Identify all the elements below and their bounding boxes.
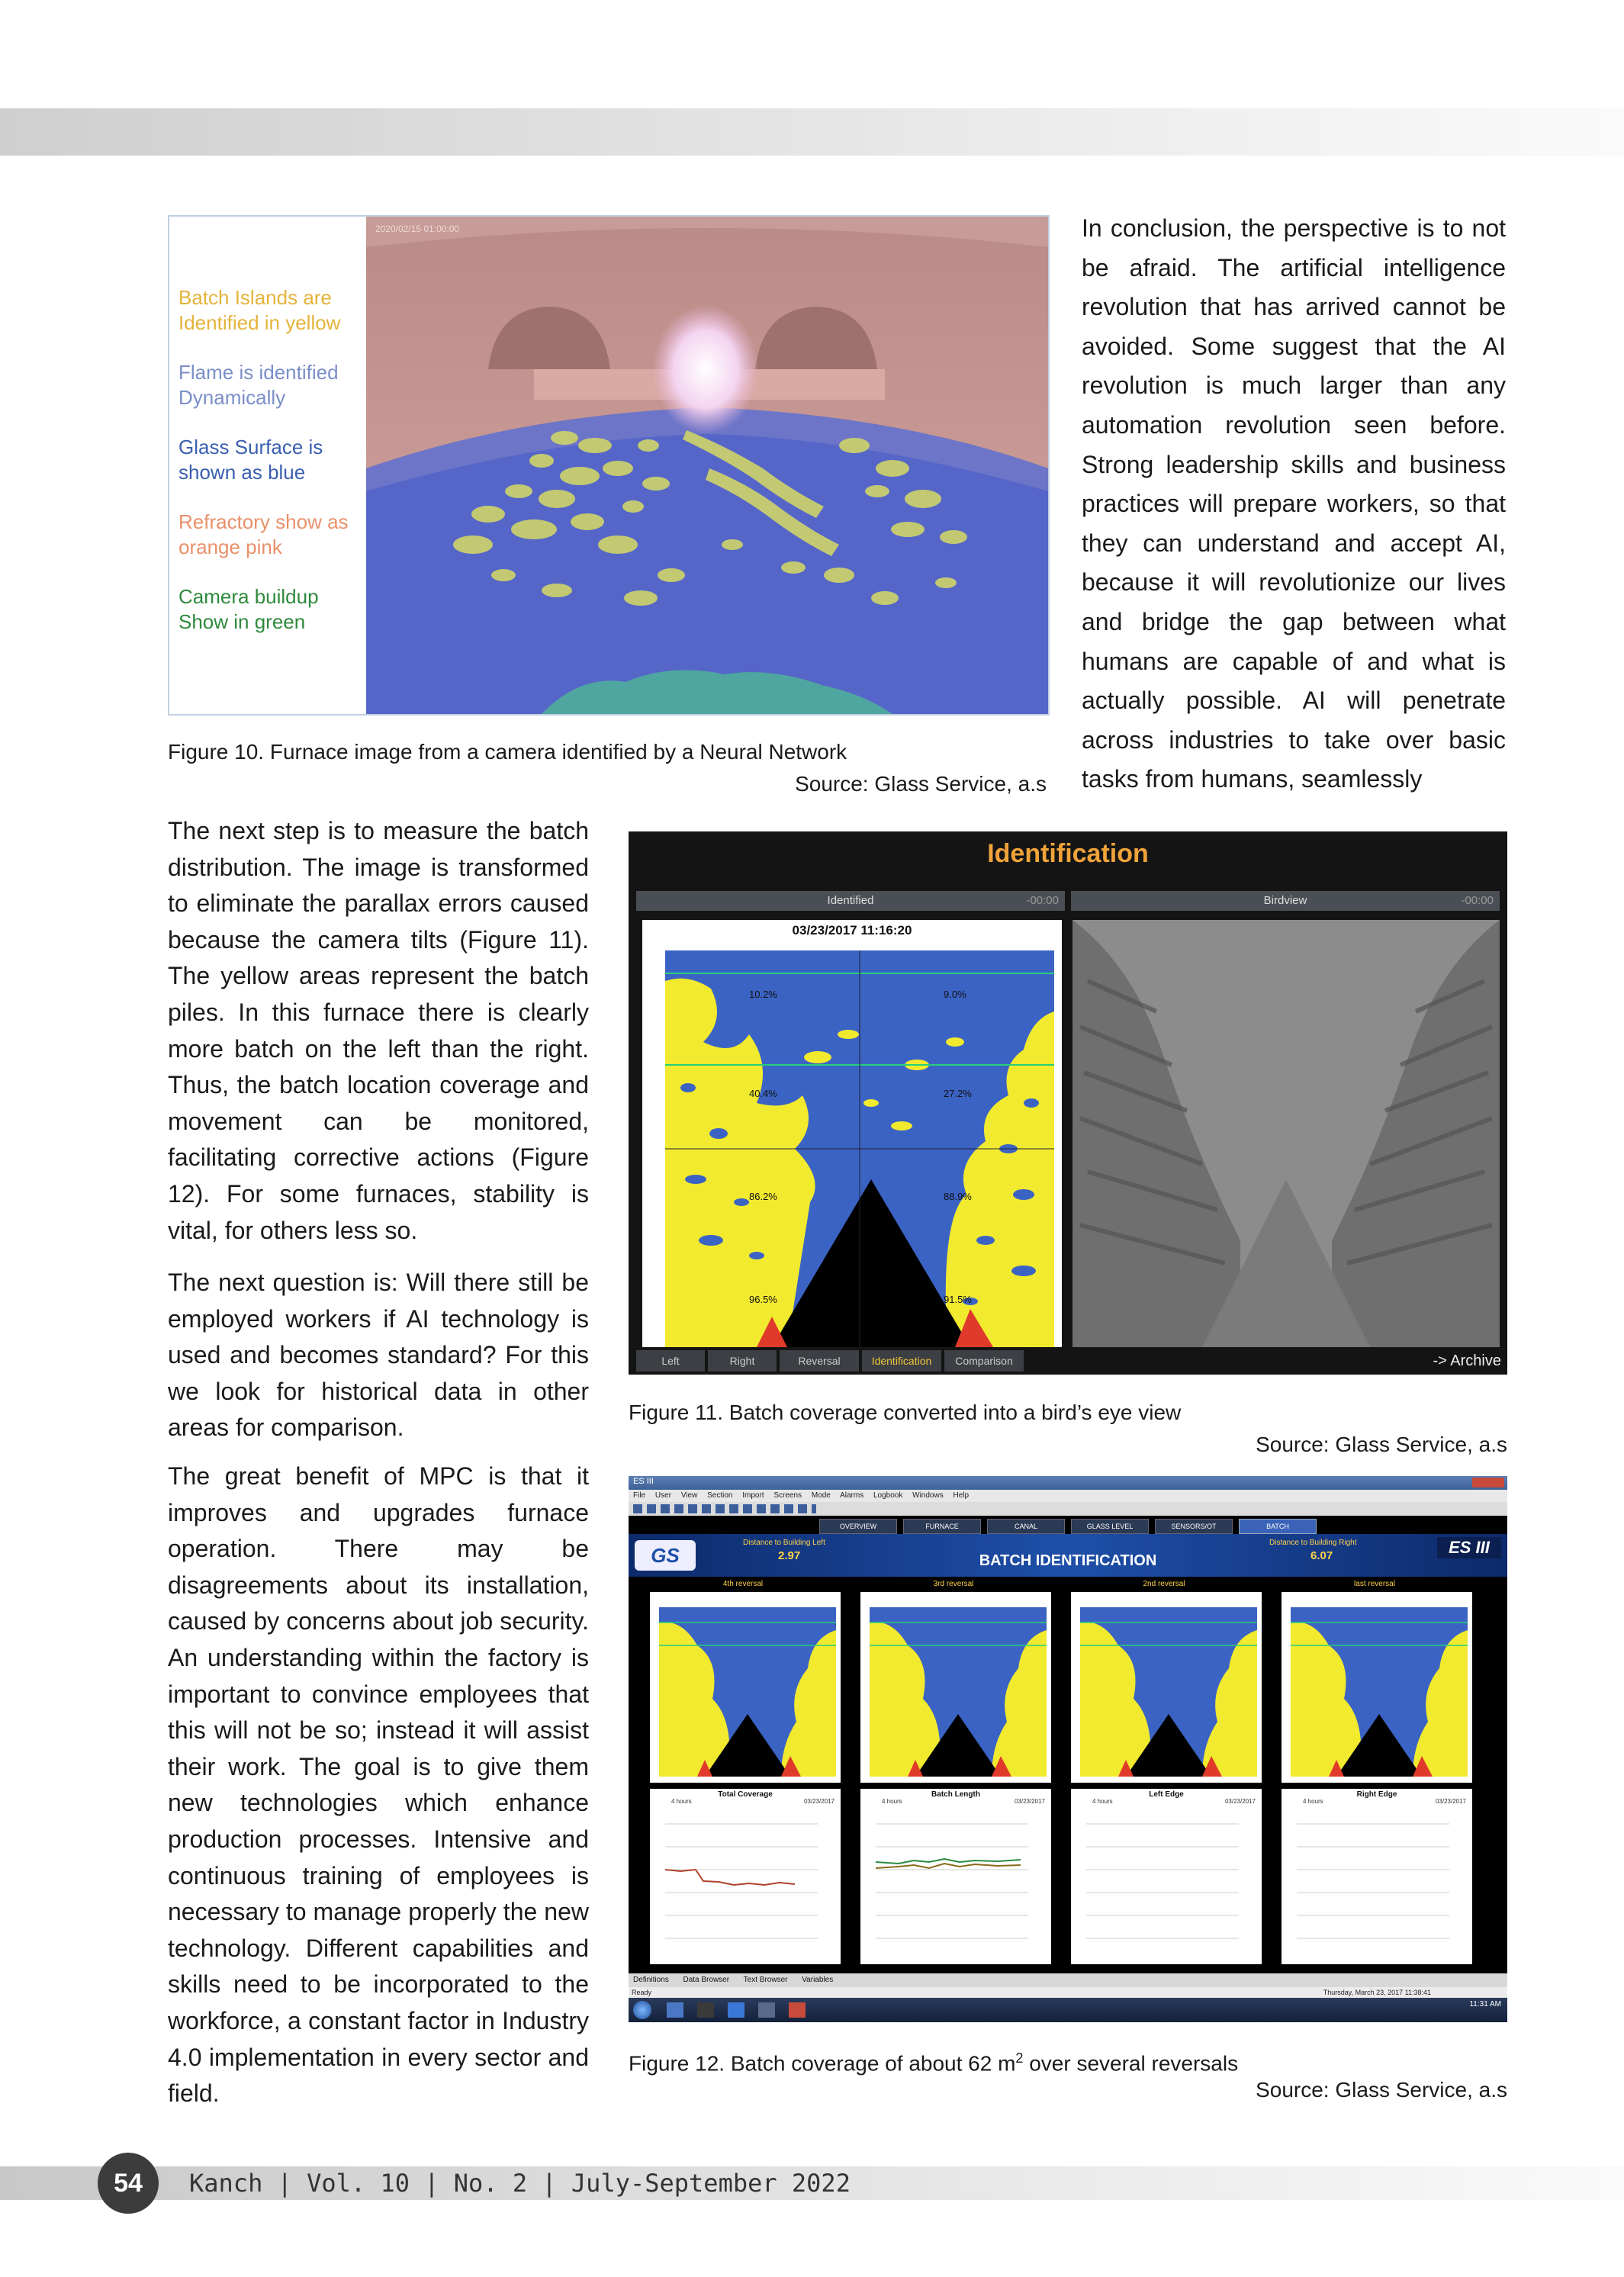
- menu-screens[interactable]: Screens: [773, 1491, 802, 1500]
- panel-identified-time: -00:00: [1026, 894, 1059, 907]
- chart-total-coverage-hours: 4 hours: [671, 1798, 692, 1805]
- reversal-maps: [629, 1592, 1507, 1783]
- figure-12-caption-text: Figure 12. Batch coverage of about 62 m: [629, 2051, 1016, 2076]
- value-top-left: 10.2%: [749, 989, 777, 1000]
- window-close-icon[interactable]: [1472, 1478, 1504, 1487]
- legend-camera-buildup: Camera buildup Show in green: [178, 585, 319, 633]
- dist-left-value: 2.97: [778, 1549, 801, 1562]
- identified-timestamp: 03/23/2017 11:16:20: [792, 923, 912, 937]
- window-titlebar: [629, 1476, 1507, 1490]
- journal-info: Kanch | Vol. 10 | No. 2 | July-September 2022: [189, 2169, 851, 2198]
- status-tab-data-browser[interactable]: Data Browser: [683, 1976, 730, 1984]
- status-tab-variables[interactable]: Variables: [802, 1976, 834, 1984]
- value-top-right: 9.0%: [944, 989, 966, 1000]
- page-number: 54: [98, 2153, 159, 2214]
- reversal-4th: 4th reversal: [722, 1580, 764, 1588]
- window-title: ES III: [633, 1477, 654, 1486]
- figure-12: [629, 1476, 1507, 2022]
- dist-right-label: Distance to Building Right: [1269, 1539, 1357, 1547]
- chart-batch-length-date: 03/23/2017: [1014, 1798, 1045, 1805]
- figure-12-caption: [629, 2044, 1238, 2077]
- tab-right[interactable]: Right: [708, 1350, 777, 1372]
- batch-header: [629, 1534, 1507, 1577]
- reversal-3rd: 3rd reversal: [933, 1580, 974, 1588]
- chart-total-coverage: [650, 1789, 841, 1964]
- paragraph-mpc-benefit: The great benefit of MPC is that it improves and upgrades furnace operation. There may be disagreements about its installation, caused by concerns about job security. An understanding within the factory is important to convince employees that this will not be so; instead it will assist their work. The goal is to give them new technologies which enhance production processes. Intensive and continuous training of employees is necessary to manage properly the new technology. Different capabilities and skills need to be incorporated to the workforce, a constant factor in Industry 4.0 implementation in every sector and field.: [168, 1462, 589, 2108]
- chart-right-edge-hours: 4 hours: [1303, 1798, 1323, 1805]
- reversal-labels: [651, 1580, 1506, 1592]
- nav-canal[interactable]: CANAL: [987, 1519, 1065, 1534]
- nav-bar: [819, 1519, 1323, 1532]
- chart-total-coverage-title: Total Coverage: [718, 1790, 773, 1799]
- chart-total-coverage-date: 03/23/2017: [803, 1798, 835, 1805]
- menu-user[interactable]: User: [654, 1491, 672, 1500]
- figure-10-timestamp: 2020/02/15 01:00:00: [375, 224, 460, 234]
- reversal-last: last reversal: [1354, 1580, 1395, 1588]
- taskbar-app-icon[interactable]: [758, 2002, 775, 2018]
- status-bar: [629, 1987, 1507, 1998]
- value-mid-left: 40.4%: [749, 1088, 777, 1099]
- chart-left-edge-hours: 4 hours: [1092, 1798, 1113, 1805]
- taskbar-media-icon[interactable]: [697, 2002, 714, 2018]
- taskbar-clock: 11:31 AM: [1469, 2000, 1501, 2008]
- figure-10: [168, 215, 1050, 716]
- legend-batch-islands: Batch Islands are Identified in yellow: [178, 286, 341, 334]
- taskbar: [629, 1998, 1507, 2022]
- figure-10-source: Source: Glass Service, a.s: [795, 772, 1047, 796]
- toolbar: [629, 1502, 1507, 1516]
- tab-reversal[interactable]: Reversal: [780, 1350, 859, 1372]
- dist-right-value: 6.07: [1310, 1549, 1333, 1562]
- panel-birdview-label: Birdview: [1263, 894, 1307, 907]
- batch-identification-heading: BATCH IDENTIFICATION: [979, 1552, 1157, 1569]
- header-band: [0, 108, 1624, 156]
- reversal-2nd: 2nd reversal: [1143, 1580, 1185, 1588]
- figure-12-source: Source: Glass Service, a.s: [1256, 2078, 1507, 2102]
- value-bottom-left: 96.5%: [749, 1294, 777, 1305]
- paragraph-employment-question: The next question is: Will there still be employed workers if AI technology is used and becomes standard? For this we look for historical data in other areas for comparison.: [168, 1269, 589, 1442]
- legend-refractory: Refractory show as orange pink: [178, 510, 349, 558]
- value-lower-right: 88.9%: [944, 1191, 972, 1202]
- paragraph-batch-distribution: The next step is to measure the batch distribution. The image is transformed to eliminate the parallax errors caused because the camera tilts (Figure 11). The yellow areas represent the batch piles. In this furnace there is clearly more batch on the left than the right. Thus, the batch location coverage and movement can be monitored, facilitating corrective actions (Figure 12). For some furnaces, stability is vital, for others less so.: [168, 817, 589, 1244]
- identified-coverage-map: [665, 950, 1054, 1347]
- menu-windows[interactable]: Windows: [912, 1491, 944, 1500]
- figure-12-caption-tail: over several reversals: [1023, 2051, 1239, 2076]
- chart-left-edge-date: 03/23/2017: [1224, 1798, 1256, 1805]
- nav-glass-level[interactable]: GLASS LEVEL: [1071, 1519, 1149, 1534]
- menu-mode[interactable]: Mode: [811, 1491, 831, 1500]
- nav-overview[interactable]: OVERVIEW: [819, 1519, 897, 1534]
- status-ready: Ready: [632, 1989, 652, 1996]
- menu-import[interactable]: Import: [742, 1491, 764, 1500]
- menu-alarms[interactable]: Alarms: [840, 1491, 864, 1500]
- status-tab-text-browser[interactable]: Text Browser: [743, 1976, 788, 1984]
- menu-bar: [629, 1490, 1507, 1502]
- panel-header-identified: [636, 891, 1065, 911]
- tab-identification[interactable]: Identification: [862, 1350, 941, 1372]
- tab-left[interactable]: Left: [636, 1350, 705, 1372]
- taskbar-chrome-icon[interactable]: [789, 2002, 806, 2018]
- status-tabbar: [629, 1973, 1507, 1987]
- figure-11-caption: Figure 11. Batch coverage converted into a bird’s eye view: [629, 1401, 1182, 1424]
- taskbar-browser-icon[interactable]: [728, 2002, 744, 2018]
- legend-glass-surface: Glass Surface is shown as blue: [178, 436, 323, 484]
- archive-link[interactable]: -> Archive: [1433, 1352, 1501, 1369]
- dist-left-label: Distance to Building Left: [743, 1539, 825, 1547]
- menu-file[interactable]: File: [633, 1491, 646, 1500]
- panel-birdview-time: -00:00: [1461, 894, 1494, 907]
- batch-length-plot: [876, 1809, 1044, 1954]
- furnace-segmentation-image: [366, 217, 1048, 714]
- birdview-image: [1072, 920, 1500, 1362]
- left-edge-plot: [1086, 1809, 1254, 1954]
- nav-sensors[interactable]: SENSORS/OT: [1155, 1519, 1233, 1534]
- value-lower-left: 86.2%: [749, 1191, 777, 1202]
- identification-title: Identification: [987, 839, 1149, 868]
- legend-flame: Flame is identified Dynamically: [178, 361, 339, 409]
- chart-batch-length: [860, 1789, 1051, 1964]
- figure-11-source: Source: Glass Service, a.s: [1256, 1433, 1507, 1456]
- right-edge-plot: [1297, 1809, 1465, 1954]
- figure-11: [629, 831, 1507, 1375]
- chart-batch-length-hours: 4 hours: [882, 1798, 902, 1805]
- nav-furnace[interactable]: FURNACE: [903, 1519, 981, 1534]
- es3-brand: ES III: [1437, 1537, 1501, 1558]
- gs-logo: GS: [635, 1540, 696, 1571]
- taskbar-explorer-icon[interactable]: [667, 2002, 683, 2018]
- toolbar-icons[interactable]: [633, 1504, 816, 1513]
- identified-panel: [642, 920, 1062, 1362]
- figure-12-caption-superscript: 2: [1015, 2050, 1024, 2066]
- chart-left-edge-title: Left Edge: [1149, 1790, 1184, 1799]
- start-icon[interactable]: [633, 2001, 651, 2019]
- value-bottom-right: 91.5%: [944, 1294, 972, 1305]
- conclusion-paragraph: In conclusion, the perspective is to not be afraid. The artificial intelligence revolution that has arrived cannot be avoided. Some suggest that the AI revolution is much larger than any automation revolution seen before. Strong leadership skills and business practices will prepare workers, so that they can understand and accept AI, because it will revolutionize our lives and bridge the gap between what humans are capable of and what is actually possible. AI will penetrate across industries to take over basic tasks from humans, seamlessly: [1082, 214, 1506, 793]
- status-date: Thursday, March 23, 2017 11:38:41: [1323, 1989, 1431, 1996]
- status-tab-definitions[interactable]: Definitions: [633, 1976, 669, 1984]
- menu-view[interactable]: View: [680, 1491, 698, 1500]
- menu-section[interactable]: Section: [707, 1491, 733, 1500]
- chart-right-edge-title: Right Edge: [1356, 1790, 1397, 1799]
- panel-identified-label: Identified: [827, 894, 874, 907]
- value-mid-right: 27.2%: [944, 1088, 972, 1099]
- figure-10-legend: [169, 217, 366, 714]
- menu-help[interactable]: Help: [953, 1491, 970, 1500]
- nav-batch[interactable]: BATCH: [1239, 1519, 1317, 1534]
- chart-batch-length-title: Batch Length: [931, 1790, 980, 1799]
- menu-logbook[interactable]: Logbook: [873, 1491, 903, 1500]
- chart-right-edge: [1282, 1789, 1472, 1964]
- chart-left-edge: [1071, 1789, 1262, 1964]
- tab-comparison[interactable]: Comparison: [944, 1350, 1024, 1372]
- total-coverage-plot: [665, 1809, 833, 1954]
- chart-right-edge-date: 03/23/2017: [1435, 1798, 1466, 1805]
- figure-10-caption: Figure 10. Furnace image from a camera identified by a Neural Network: [168, 740, 847, 764]
- panel-header-birdview: [1071, 891, 1500, 911]
